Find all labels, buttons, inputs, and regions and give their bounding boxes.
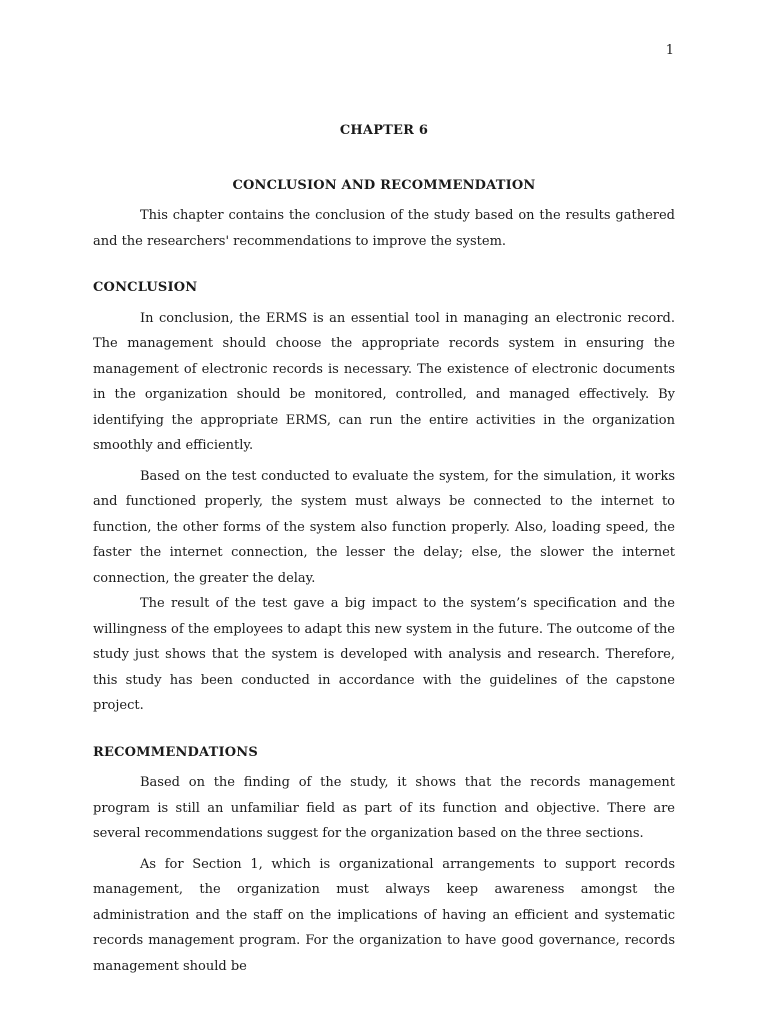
conclusion-paragraph-3: The result of the test gave a big impact to the system’s specification and the willingness of the employees to adapt this new system in the future. The outcome of the study just shows that the system is developed with analysis and research. Therefore, this study has been conducted in accordance with the guidelines of the capstone project. [93, 596, 675, 713]
conclusion-heading: CONCLUSION [93, 280, 198, 295]
document-body [93, 118, 675, 984]
recommendations-paragraph-2: As for Section 1, which is organizational arrangements to support records management, the organization must always keep awareness amongst the administration and the staff on the implications of having an efficient and systematic records management program. For the organization to have good governance, records management should be [93, 856, 675, 974]
recommendations-paragraph-1: Based on the finding of the study, it shows that the records management program is still an unfamiliar field as part of its function and objective. There are several recommendations suggest for the organization based on the three sections. [93, 775, 675, 841]
intro-paragraph: This chapter contains the conclusion of the study based on the results gathered and the researchers' recommendations to improve the system. [93, 208, 675, 249]
page-number: 1 [665, 43, 674, 58]
main-title: CONCLUSION AND RECOMMENDATION [232, 177, 536, 193]
recommendations-heading: RECOMMENDATIONS [93, 744, 258, 760]
chapter-title: CHAPTER 6 [339, 123, 429, 138]
conclusion-paragraph-2: Based on the test conducted to evaluate the system, for the simulation, it works and functioned properly, the system must always be connected to the internet to function, the other forms of the system also function properly. Also, loading speed, the faster the internet connection, the lesser the delay; else, the slower the internet connection, the greater the delay. [93, 468, 675, 586]
conclusion-paragraph-1: In conclusion, the ERMS is an essential tool in managing an electronic record. The management should choose the appropriate records system in ensuring the management of electronic records is necessary. The existence of electronic documents in the organization should be monitored, controlled, and managed effectively. By identifying the appropriate ERMS, can run the entire activities in the organization smoothly and efficiently. [93, 310, 675, 453]
